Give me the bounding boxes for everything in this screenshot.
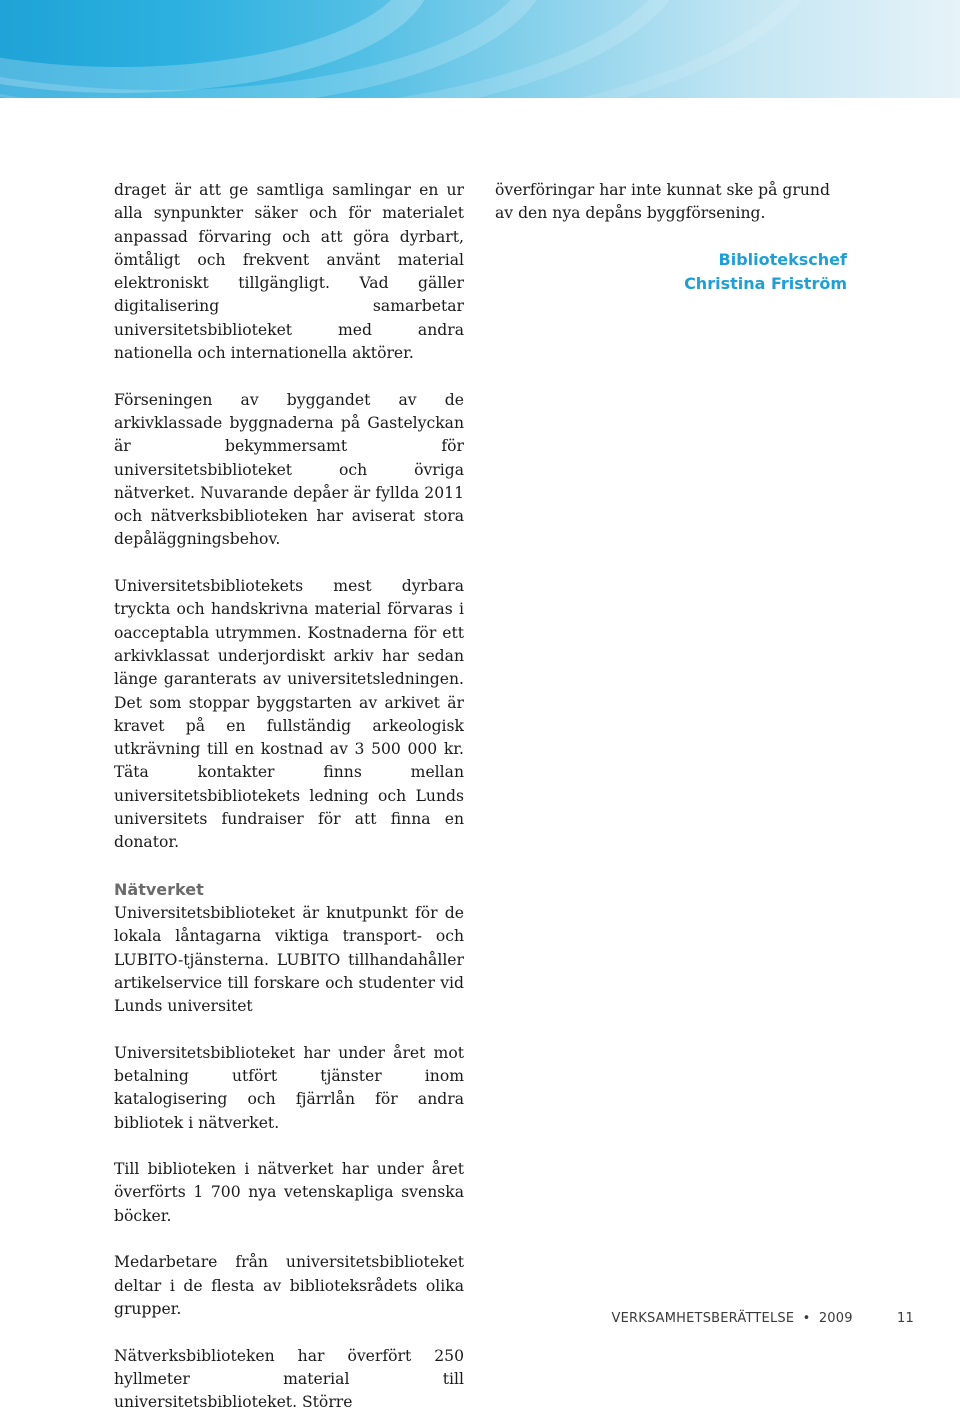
left-column bbox=[114, 179, 464, 1414]
page-footer bbox=[612, 1311, 915, 1326]
paragraph-forseningen: Förseningen av byggandet av de arkivklassade byggnaderna på Gastelyckan är bekymmersamt för universitetsbiblioteket och övriga nätverket. Nuvarande depåer är fyllda 2011 och nätverksbiblioteken har aviserat stora depåläggningsbehov. bbox=[114, 390, 464, 549]
paragraph-hyllmeter: Nätverksbiblioteken har överfört 250 hyllmeter material till universitetsbiblioteket. Större bbox=[114, 1346, 464, 1412]
paragraph-digitalisering: draget är att ge samtliga samlingar en ur alla synpunkter säker och för materialet anpassad förvaring och att göra dyrbart, ömtåligt och frekvent använt material elektroniskt tillgängligt. Vad gäller digitalisering samarbetar universitetsbiblioteket med andra nationella och internationella aktörer. bbox=[114, 181, 464, 363]
section-heading-natverket: Nätverket bbox=[114, 879, 204, 899]
paragraph-overforingar: överföringar har inte kunnat ske på grund av den nya depåns byggförsening. bbox=[495, 181, 830, 223]
signature-block bbox=[495, 248, 847, 296]
footer-label: VERKSAMHETSBERÄTTELSE bbox=[611, 1311, 795, 1326]
signature-name: Christina Friström bbox=[684, 273, 847, 293]
paragraph-overforts: Till biblioteken i nätverket har under året överförts 1 700 nya vetenskapliga svenska böcker. bbox=[114, 1160, 464, 1225]
page-number: 11 bbox=[897, 1311, 914, 1326]
paragraph-dyrbara-material: Universitetsbibliotekets mest dyrbara tryckta och handskrivna material förvaras i oacceptabla utrymmen. Kostnaderna för ett arkivklassat underjordiskt arkiv har sedan länge garanterats av universitetsledningen. Det som stoppar byggstarten av arkivet är kravet på en fullständig arkeologisk utkrävning till en kostnad av 3 500 000 kr. Täta kontakter finns mellan universitetsbibliotekets ledning och Lunds universitets fundraiser för att finna en donator. bbox=[114, 577, 464, 852]
signature-title: Bibliotekschef bbox=[718, 249, 847, 269]
footer-separator: • bbox=[802, 1311, 811, 1326]
banner-wave-decoration bbox=[0, 0, 960, 98]
right-column bbox=[495, 179, 847, 296]
footer-year: 2009 bbox=[818, 1311, 853, 1326]
paragraph-knutpunkt: Universitetsbiblioteket är knutpunkt för de lokala låntagarna viktiga transport- och LUBITO-tjänsterna. LUBITO tillhandahåller artikelservice till forskare och studenter vid Lunds universitet bbox=[114, 903, 464, 1016]
header-banner bbox=[0, 0, 960, 98]
paragraph-tjanster: Universitetsbiblioteket har under året mot betalning utfört tjänster inom katalogisering och fjärrlån för andra bibliotek i nätverket. bbox=[114, 1043, 464, 1132]
paragraph-medarbetare: Medarbetare från universitetsbiblioteket deltar i de flesta av biblioteksrådets olika grupper. bbox=[114, 1253, 464, 1318]
